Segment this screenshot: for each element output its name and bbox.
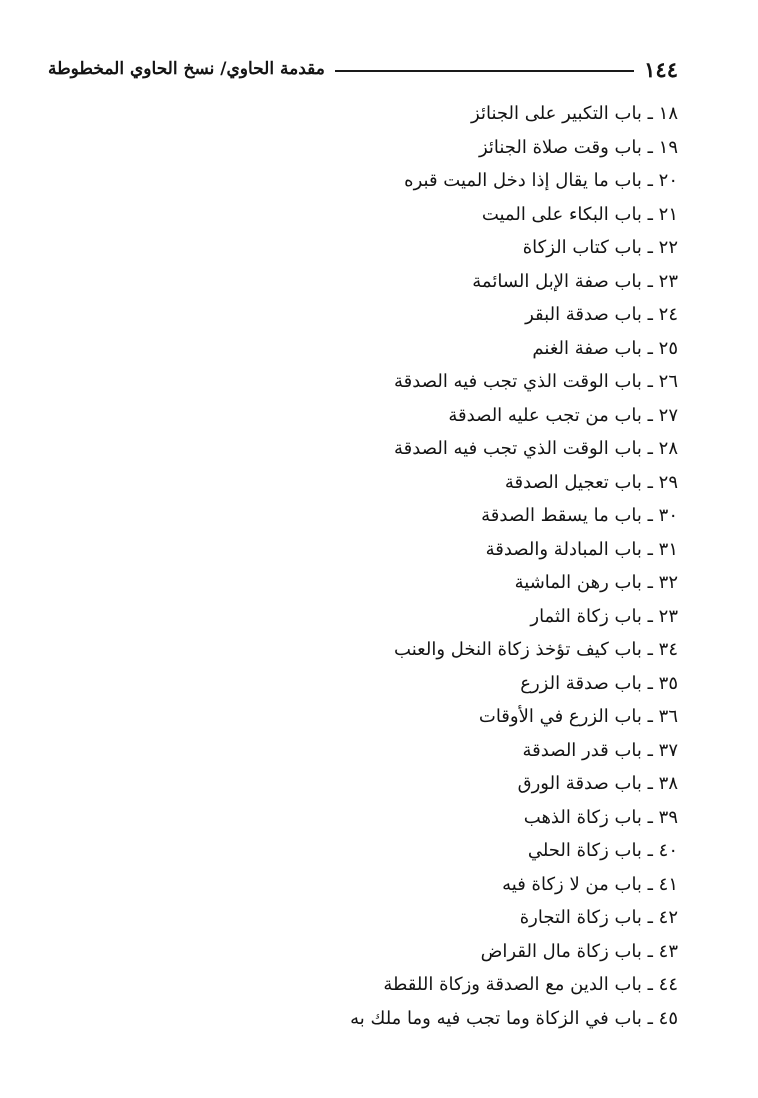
toc-item: ٣٨ ـ باب صدقة الورق <box>517 773 678 794</box>
toc-item: ١٩ ـ باب وقت صلاة الجنائز <box>478 136 678 158</box>
toc-item: ٢٩ ـ باب تعجيل الصدقة <box>504 471 678 493</box>
running-title: مقدمة الحاوي/ نسخ الحاوي المخطوطة <box>48 59 325 79</box>
toc-item: ٢٣ ـ باب زكاة الثمار <box>530 605 678 627</box>
toc-item: ٤٤ ـ باب الدين مع الصدقة وزكاة اللقطة <box>383 974 678 995</box>
toc-item: ٤٥ ـ باب في الزكاة وما تجب فيه وما ملك به <box>350 1007 678 1029</box>
toc-item: ٢٥ ـ باب صفة الغنم <box>532 337 678 359</box>
toc-item: ٤٣ ـ باب زكاة مال القراض <box>480 940 678 962</box>
toc-item: ٣٩ ـ باب زكاة الذهب <box>523 806 678 828</box>
toc-item: ٣١ ـ باب المبادلة والصدقة <box>485 538 678 560</box>
toc-item: ٣٧ ـ باب قدر الصدقة <box>522 739 678 761</box>
header-rule <box>335 70 634 72</box>
toc-item: ٤١ ـ باب من لا زكاة فيه <box>502 873 678 895</box>
table-of-contents <box>38 97 678 1035</box>
toc-item: ٢٤ ـ باب صدقة البقر <box>525 304 678 325</box>
toc-item: ٢١ ـ باب البكاء على الميت <box>481 203 678 225</box>
page-header <box>48 54 678 84</box>
toc-item: ٣٥ ـ باب صدقة الزرع <box>520 672 678 694</box>
toc-item: ٢٢ ـ باب كتاب الزكاة <box>522 237 678 258</box>
toc-item: ٢٣ ـ باب صفة الإبل السائمة <box>472 270 678 292</box>
toc-item: ٢٦ ـ باب الوقت الذي تجب فيه الصدقة <box>394 371 678 392</box>
toc-item: ٢٧ ـ باب من تجب عليه الصدقة <box>448 404 678 426</box>
toc-item: ١٨ ـ باب التكبير على الجنائز <box>471 103 678 124</box>
toc-item: ٣٢ ـ باب رهن الماشية <box>514 572 678 593</box>
page-number: ١٤٤ <box>644 56 678 82</box>
toc-item: ٣٤ ـ باب كيف تؤخذ زكاة النخل والعنب <box>394 639 678 660</box>
toc-item: ٣٦ ـ باب الزرع في الأوقات <box>478 706 678 727</box>
toc-item: ٢٨ ـ باب الوقت الذي تجب فيه الصدقة <box>394 438 678 459</box>
toc-item: ٤٠ ـ باب زكاة الحلي <box>527 840 678 861</box>
toc-item: ٣٠ ـ باب ما يسقط الصدقة <box>481 505 678 526</box>
toc-item: ٤٢ ـ باب زكاة التجارة <box>519 907 678 928</box>
toc-item: ٢٠ ـ باب ما يقال إذا دخل الميت قبره <box>404 170 678 191</box>
